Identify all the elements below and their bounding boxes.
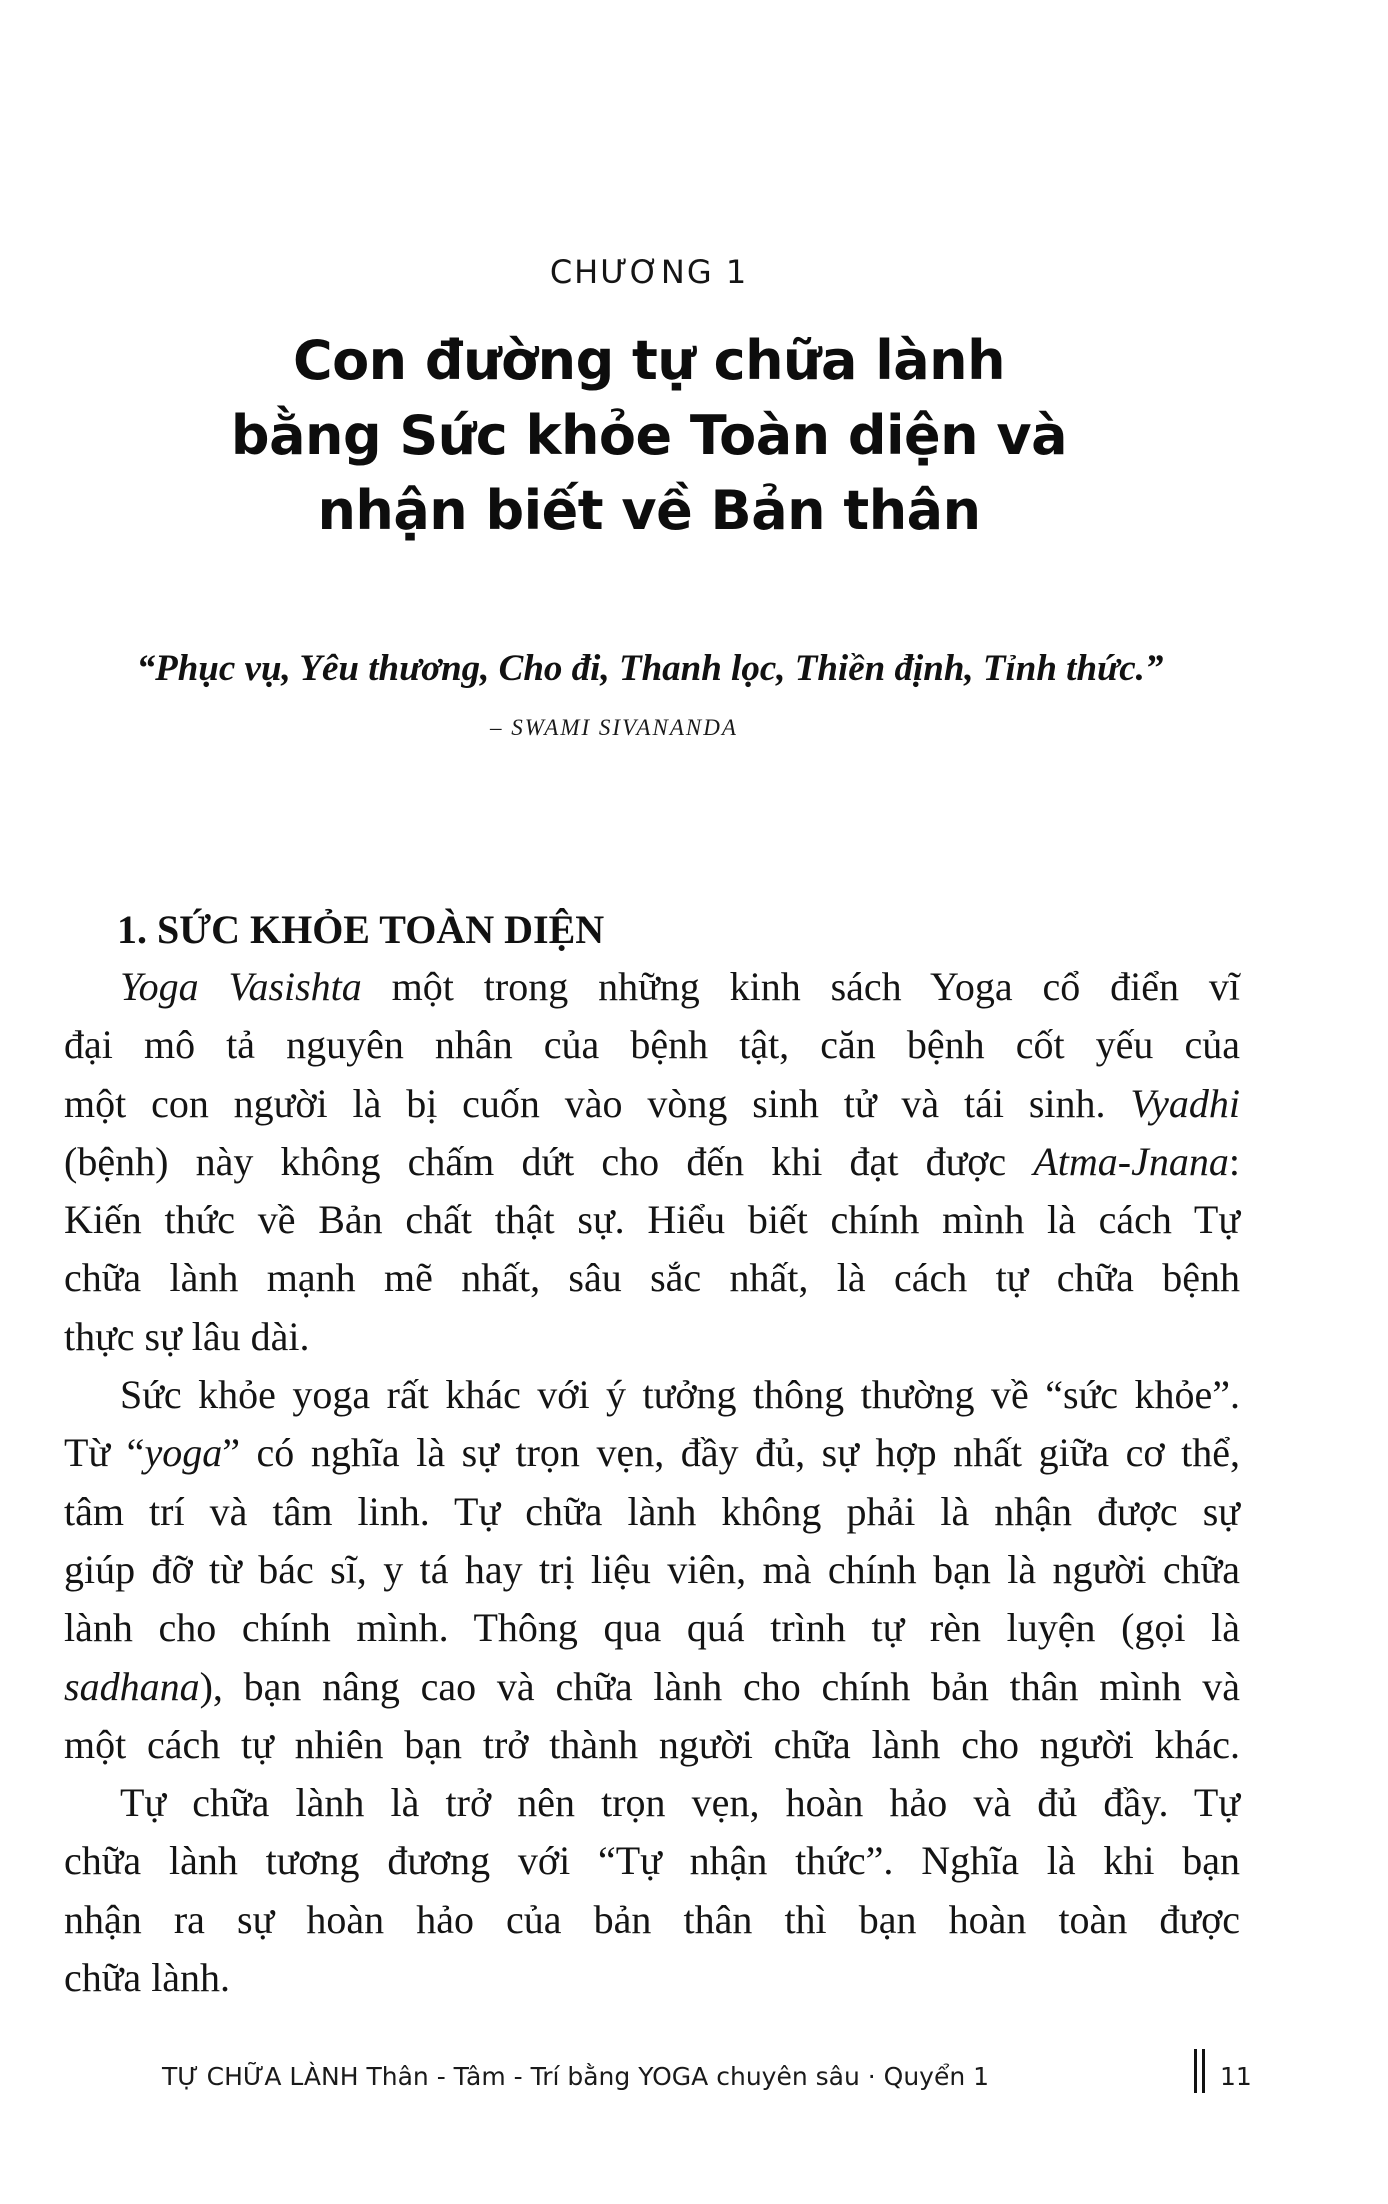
body-line: [64, 1774, 1240, 1832]
body-text-segment: Kiến thức về Bản chất thật sự. Hiểu biết chính mình là cách Tự: [64, 1197, 1240, 1243]
body-text-segment: một cách tự nhiên bạn trở thành người chữa lành cho người khác.: [64, 1721, 1240, 1767]
body-line: [64, 1016, 1240, 1074]
body-text-segment: ” có nghĩa là sự trọn vẹn, đầy đủ, sự hợp nhất giữa cơ thể,: [222, 1430, 1241, 1476]
italic-term: Vyadhi: [1130, 1080, 1240, 1126]
italic-term: yoga: [144, 1430, 223, 1476]
double-bar-separator-icon: [1193, 2049, 1207, 2093]
body-line: [64, 1599, 1240, 1657]
body-line: [64, 1075, 1240, 1133]
body-line: [64, 1949, 1240, 2007]
body-text-segment: Từ “: [64, 1430, 145, 1476]
body-text-segment: :: [1228, 1138, 1240, 1184]
body-text-segment: một trong những kinh sách Yoga cổ điển vĩ: [361, 964, 1241, 1009]
body-line: [64, 1832, 1240, 1890]
body-text-segment: Sức khỏe yoga rất khác với ý tưởng thông thường về “sức khỏe”.: [120, 1372, 1240, 1418]
body-line: [64, 1424, 1240, 1482]
body-line: [64, 1658, 1240, 1716]
running-footer-title: TỰ CHỮA LÀNH Thân - Tâm - Trí bằng YOGA chuyên sâu · Quyển 1: [162, 2062, 990, 2091]
body-text-segment: giúp đỡ từ bác sĩ, y tá hay trị liệu viên, mà chính bạn là người chữa: [64, 1546, 1240, 1592]
body-text-segment: thực sự lâu dài.: [64, 1313, 310, 1359]
body-text-segment: đại mô tả nguyên nhân của bệnh tật, căn bệnh cốt yếu của: [64, 1022, 1240, 1068]
italic-term: Atma-Jnana: [1033, 1138, 1229, 1184]
body-text-segment: lành cho chính mình. Thông qua quá trình tự rèn luyện (gọi là: [64, 1605, 1240, 1651]
body-text-segment: ), bạn nâng cao và chữa lành cho chính bản thân mình và: [199, 1663, 1240, 1709]
page-number: 11: [1220, 2062, 1252, 2091]
chapter-label: CHƯƠNG 1: [549, 253, 749, 291]
section-heading: 1. SỨC KHỎE TOÀN DIỆN: [117, 907, 605, 952]
chapter-title-line: nhận biết về Bản thân: [317, 479, 981, 542]
body-text-segment: tâm trí và tâm linh. Tự chữa lành không phải là nhận được sự: [64, 1488, 1240, 1534]
body-line: [64, 1541, 1240, 1599]
body-text-segment: Tự chữa lành là trở nên trọn vẹn, hoàn hảo và đủ đầy. Tự: [120, 1780, 1240, 1826]
italic-term: sadhana: [64, 1663, 200, 1709]
body-line: [64, 958, 1240, 1016]
body-line: [64, 1483, 1240, 1541]
body-line: [64, 1366, 1240, 1424]
epigraph-quote: “Phục vụ, Yêu thương, Cho đi, Thanh lọc, Thiền định, Tỉnh thức.”: [136, 648, 1164, 689]
body-text-segment: (bệnh) này không chấm dứt cho đến khi đạt được: [64, 1138, 1034, 1184]
body-text-segment: chữa lành mạnh mẽ nhất, sâu sắc nhất, là cách tự chữa bệnh: [64, 1255, 1240, 1301]
chapter-title-line: Con đường tự chữa lành: [292, 329, 1006, 392]
body-line: [64, 1716, 1240, 1774]
epigraph-attribution: – SWAMI SIVANANDA: [490, 715, 738, 740]
italic-term: Yoga Vasishta: [120, 964, 362, 1009]
chapter-title: [0, 323, 1298, 548]
body-line: [64, 1249, 1240, 1307]
body-line: [64, 1891, 1240, 1949]
body-line: [64, 1133, 1240, 1191]
body-text: [64, 958, 1240, 2007]
body-text-segment: một con người là bị cuốn vào vòng sinh tử và tái sinh.: [64, 1080, 1131, 1126]
body-text-segment: chữa lành.: [64, 1955, 231, 2001]
body-text-segment: nhận ra sự hoàn hảo của bản thân thì bạn hoàn toàn được: [64, 1896, 1240, 1942]
body-text-segment: chữa lành tương đương với “Tự nhận thức”. Nghĩa là khi bạn: [64, 1838, 1240, 1884]
chapter-title-line: bằng Sức khỏe Toàn diện và: [230, 404, 1068, 467]
body-line: [64, 1308, 1240, 1366]
body-line: [64, 1191, 1240, 1249]
